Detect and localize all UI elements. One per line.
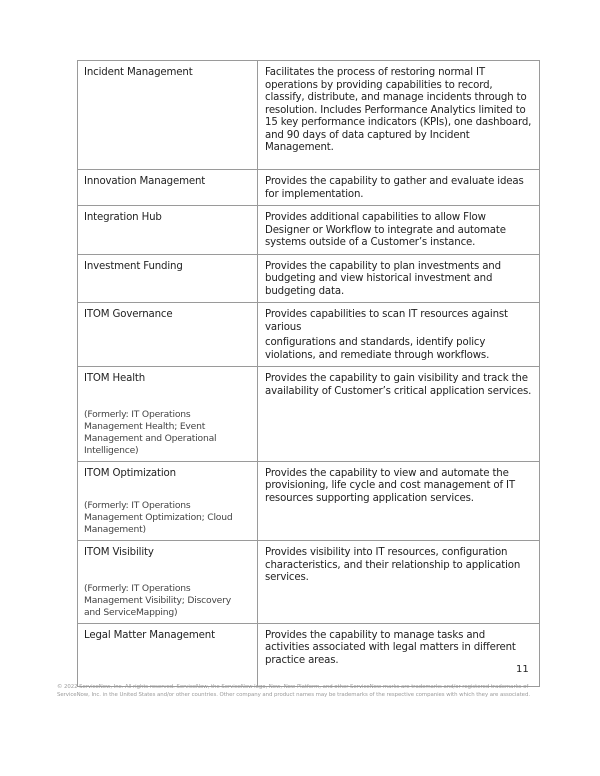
table-row bbox=[78, 541, 540, 624]
product-description: Provides the capability to view and automate the provisioning, life cycle and cost management of IT resources supporting application services. bbox=[265, 467, 515, 504]
product-name-cell bbox=[78, 303, 258, 367]
product-description: Provides the capability to gain visibility and track the availability of Customer’s critical application services. bbox=[265, 373, 532, 397]
product-description-cell bbox=[258, 206, 540, 255]
product-name: Investment Funding bbox=[84, 260, 183, 272]
product-description: Provides the capability to gather and evaluate ideas for implementation. bbox=[265, 176, 524, 200]
product-name: Integration Hub bbox=[84, 212, 162, 223]
product-name: Legal Matter Management bbox=[84, 629, 215, 641]
product-description-cell bbox=[258, 254, 540, 303]
product-description: Provides additional capabilities to allow Flow Designer or Workflow to integrate and automate systems outside of a Customer’s instance. bbox=[265, 212, 506, 248]
product-description: Facilitates the process of restoring normal IT operations by providing capabilities to record, classify, distribute, and manage incidents through to resolution. Includes Performance Analytics limited to 15 key performance indicators (KPIs), one dashboard, and 90 days of data captured by Incident Management. bbox=[265, 67, 532, 153]
formerly-note: (Formerly: IT Operations Management Optimization; Cloud Management) bbox=[84, 500, 233, 535]
table-row bbox=[78, 206, 540, 255]
table-row bbox=[78, 61, 540, 170]
table-row bbox=[78, 254, 540, 303]
product-description-cell bbox=[258, 61, 540, 170]
product-name-cell bbox=[78, 61, 258, 170]
product-name: ITOM Governance bbox=[84, 309, 173, 320]
product-description-cell bbox=[258, 461, 540, 541]
product-description-cell bbox=[258, 541, 540, 624]
product-description: Provides capabilities to scan IT resources against various bbox=[265, 309, 508, 333]
table-row bbox=[78, 461, 540, 541]
copyright-notice: © 2022 ServiceNow, Inc. All rights reserved. ServiceNow, the ServiceNow logo, Now, Now Platform, and other ServiceNow marks are trademarks and/or registered trademarks of ServiceNow, Inc. in the United States and/or other countries. Other company and product names may be trademarks of the respective companies with which they are associated. bbox=[57, 684, 530, 698]
product-description-cell bbox=[258, 367, 540, 462]
product-name-cell bbox=[78, 461, 258, 541]
product-name: Innovation Management bbox=[84, 176, 206, 187]
product-name: ITOM Optimization bbox=[84, 467, 176, 479]
table-row bbox=[78, 170, 540, 206]
product-name-cell bbox=[78, 170, 258, 206]
formerly-note: (Formerly: IT Operations Management Visibility; Discovery and ServiceMapping) bbox=[84, 582, 231, 618]
product-name: ITOM Health bbox=[84, 373, 146, 384]
product-description: Provides the capability to plan investments and budgeting and view historical investment and budgeting data. bbox=[265, 260, 501, 297]
product-name-cell bbox=[78, 541, 258, 624]
product-name-cell bbox=[78, 623, 258, 686]
products-table bbox=[77, 60, 540, 687]
product-description-cell bbox=[258, 170, 540, 206]
product-name-cell bbox=[78, 254, 258, 303]
product-description-cell bbox=[258, 303, 540, 367]
table-row bbox=[78, 303, 540, 367]
table-row bbox=[78, 623, 540, 686]
product-description-cell bbox=[258, 623, 540, 686]
product-description: Provides the capability to manage tasks and activities associated with legal matters in different practice areas. bbox=[265, 629, 516, 666]
formerly-note: (Formerly: IT Operations Management Health; Event Management and Operational Intelligence) bbox=[84, 408, 217, 456]
product-name-cell bbox=[78, 367, 258, 462]
product-name-cell bbox=[78, 206, 258, 255]
product-name: Incident Management bbox=[84, 67, 193, 78]
product-description-continued: configurations and standards, identify policy violations, and remediate through workflows. bbox=[265, 337, 490, 361]
product-name: ITOM Visibility bbox=[84, 547, 154, 558]
page-number: 11 bbox=[516, 664, 529, 675]
product-description: Provides visibility into IT resources, configuration characteristics, and their relationship to application services. bbox=[265, 547, 521, 583]
table-row bbox=[78, 367, 540, 462]
